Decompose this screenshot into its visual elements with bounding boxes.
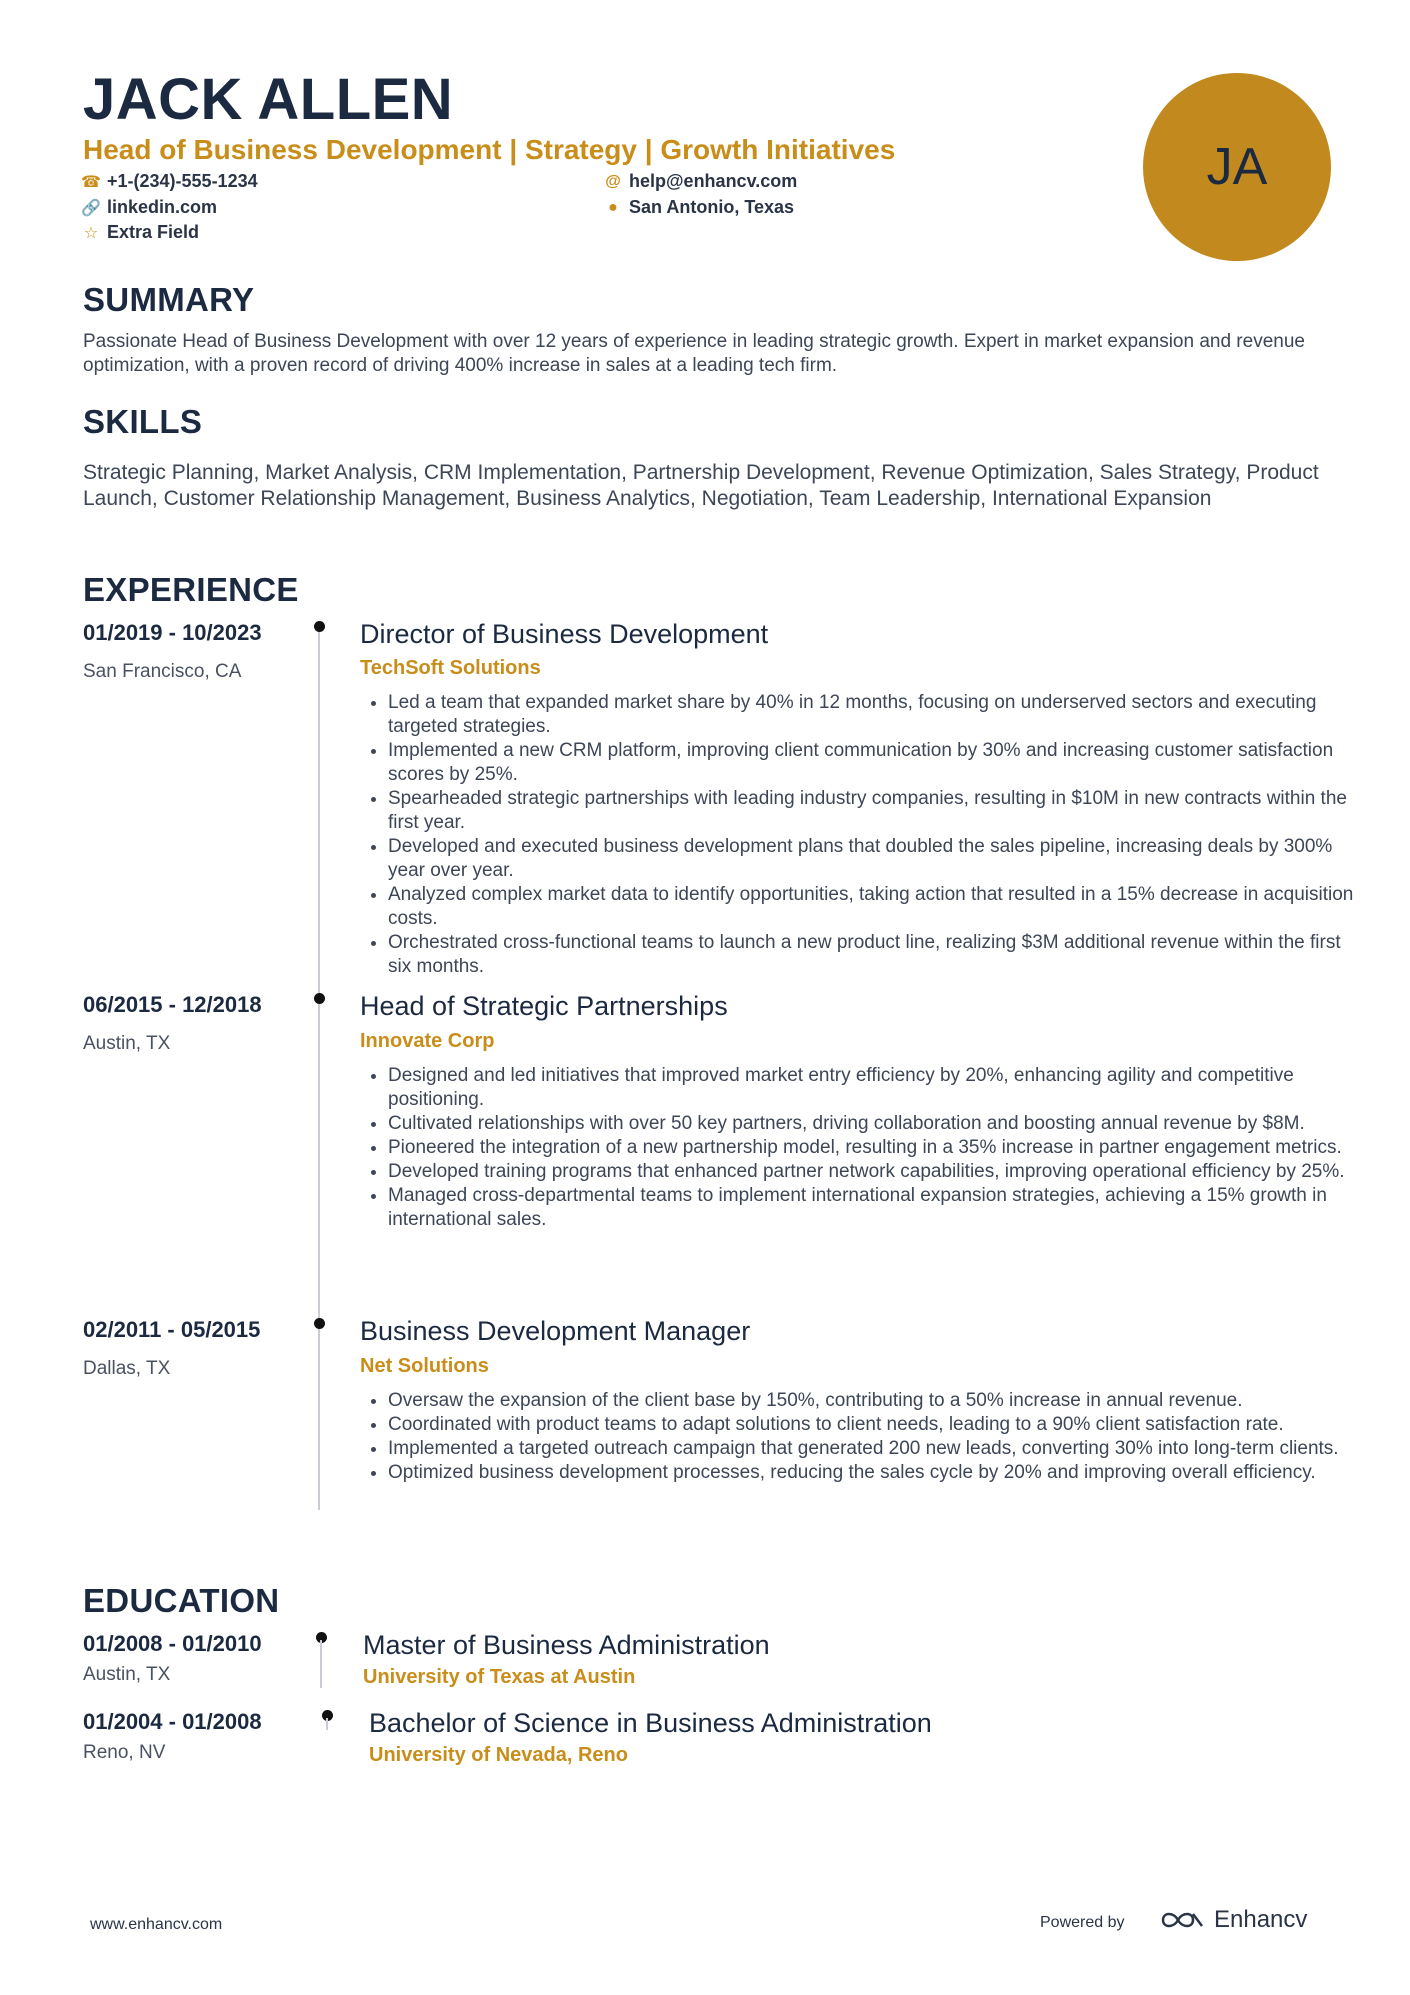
summary-heading: SUMMARY — [83, 281, 255, 318]
star-icon: ☆ — [83, 224, 99, 242]
candidate-name: JACK ALLEN — [83, 67, 454, 132]
bullet-item: • Led a team that expanded market share by 40% in 12 months, focusing on underserved sectors and executing targeted strategies. — [388, 691, 1358, 739]
enhancv-logo-icon — [1160, 1908, 1206, 1932]
candidate-headline: Head of Business Development | Strategy | Growth Initiatives — [83, 134, 896, 165]
bullet-item: • Orchestrated cross-functional teams to launch a new product line, realizing $3M additional revenue within the first six months. — [388, 931, 1358, 979]
at-icon: @ — [605, 172, 621, 190]
timeline-dot — [314, 993, 325, 1004]
contact-email[interactable] — [605, 171, 797, 192]
phone-icon: ☎ — [81, 173, 101, 191]
bullet-item: • Developed and executed business development plans that doubled the sales pipeline, increasing deals by 300% year over year. — [388, 835, 1358, 883]
experience-company: Innovate Corp — [360, 1030, 495, 1052]
education-timeline-line — [326, 1718, 328, 1730]
experience-bullets — [360, 1064, 1358, 1232]
experience-role: Head of Strategic Partnerships — [360, 991, 728, 1021]
contact-extra-value: Extra Field — [107, 222, 200, 242]
education-school: University of Nevada, Reno — [369, 1744, 628, 1766]
bullet-item: • Implemented a new CRM platform, improving client communication by 30% and increasing customer satisfaction scores by 25%. — [388, 739, 1358, 787]
experience-bullets — [360, 691, 1358, 979]
avatar — [1143, 73, 1331, 261]
education-degree: Master of Business Administration — [363, 1630, 770, 1660]
experience-location: Dallas, TX — [83, 1358, 171, 1379]
education-school: University of Texas at Austin — [363, 1666, 636, 1688]
footer-brand-name: Enhancv — [1214, 1906, 1308, 1933]
experience-role: Director of Business Development — [360, 619, 769, 649]
bullet-item: • Managed cross-departmental teams to implement international expansion strategies, achieving a 15% growth in international sales. — [388, 1184, 1358, 1232]
location-pin-icon: ● — [608, 198, 618, 216]
contact-location — [605, 197, 794, 218]
education-timeline-line — [320, 1640, 322, 1688]
contact-location-value: San Antonio, Texas — [629, 197, 795, 217]
bullet-item: • Optimized business development processes, reducing the sales cycle by 20% and improving overall efficiency. — [388, 1461, 1358, 1485]
education-location: Reno, NV — [83, 1742, 166, 1763]
contact-linkedin[interactable] — [83, 197, 217, 218]
experience-bullets — [360, 1389, 1358, 1485]
experience-location: Austin, TX — [83, 1033, 171, 1054]
skills-heading: SKILLS — [83, 403, 203, 440]
bullet-item: • Implemented a targeted outreach campaign that generated 200 new leads, converting 30% into long-term clients. — [388, 1437, 1358, 1461]
avatar-initials: JA — [1206, 138, 1268, 196]
footer-brand[interactable] — [1160, 1906, 1307, 1934]
footer-powered-by: Powered by — [1040, 1914, 1125, 1931]
education-degree: Bachelor of Science in Business Administration — [369, 1708, 932, 1738]
timeline-dot — [314, 621, 325, 632]
experience-timeline-line — [318, 628, 320, 1510]
bullet-item: • Developed training programs that enhanced partner network capabilities, improving operational efficiency by 25%. — [388, 1160, 1358, 1184]
contact-phone-value: +1-(234)-555-1234 — [107, 171, 258, 191]
experience-location: San Francisco, CA — [83, 661, 242, 682]
experience-dates: 06/2015 - 12/2018 — [83, 992, 262, 1017]
bullet-item: • Oversaw the expansion of the client base by 150%, contributing to a 50% increase in annual revenue. — [388, 1389, 1358, 1413]
experience-role: Business Development Manager — [360, 1316, 751, 1346]
education-dates: 01/2008 - 01/2010 — [83, 1631, 262, 1656]
summary-text: Passionate Head of Business Development with over 12 years of experience in leading strategic growth. Expert in market expansion and revenue optimization, with a proven record of driving 400% increase in sales at a leading tech firm. — [83, 331, 1305, 376]
education-location: Austin, TX — [83, 1664, 171, 1685]
contact-linkedin-value[interactable]: linkedin.com — [107, 197, 218, 217]
bullet-item: • Cultivated relationships with over 50 key partners, driving collaboration and boosting annual revenue by $8M. — [388, 1112, 1358, 1136]
bullet-item: • Analyzed complex market data to identify opportunities, taking action that resulted in a 15% decrease in acquisition costs. — [388, 883, 1358, 931]
experience-company: TechSoft Solutions — [360, 657, 541, 679]
experience-dates: 02/2011 - 05/2015 — [83, 1317, 261, 1342]
bullet-item: • Designed and led initiatives that improved market entry efficiency by 20%, enhancing agility and competitive positioning. — [388, 1064, 1358, 1112]
bullet-item: • Spearheaded strategic partnerships with leading industry companies, resulting in $10M in new contracts within the first year. — [388, 787, 1358, 835]
footer-website[interactable]: www.enhancv.com — [90, 1916, 223, 1933]
timeline-dot — [314, 1318, 325, 1329]
experience-heading: EXPERIENCE — [83, 571, 299, 608]
education-heading: EDUCATION — [83, 1582, 280, 1619]
bullet-item: • Pioneered the integration of a new partnership model, resulting in a 35% increase in partner engagement metrics. — [388, 1136, 1358, 1160]
contact-extra — [83, 222, 199, 243]
contact-email-value[interactable]: help@enhancv.com — [629, 171, 798, 191]
experience-company: Net Solutions — [360, 1355, 489, 1377]
education-dates: 01/2004 - 01/2008 — [83, 1709, 262, 1734]
link-icon: 🔗 — [81, 199, 101, 217]
skills-text: Strategic Planning, Market Analysis, CRM Implementation, Partnership Development, Revenue Optimization, Sales Strategy, Product Launch, Customer Relationship Management, Business Analytics, Negotiation, Team Leadership, International Expansion — [83, 461, 1319, 510]
contact-phone — [83, 171, 258, 192]
bullet-item: • Coordinated with product teams to adapt solutions to client needs, leading to a 90% client satisfaction rate. — [388, 1413, 1358, 1437]
experience-dates: 01/2019 - 10/2023 — [83, 620, 262, 645]
